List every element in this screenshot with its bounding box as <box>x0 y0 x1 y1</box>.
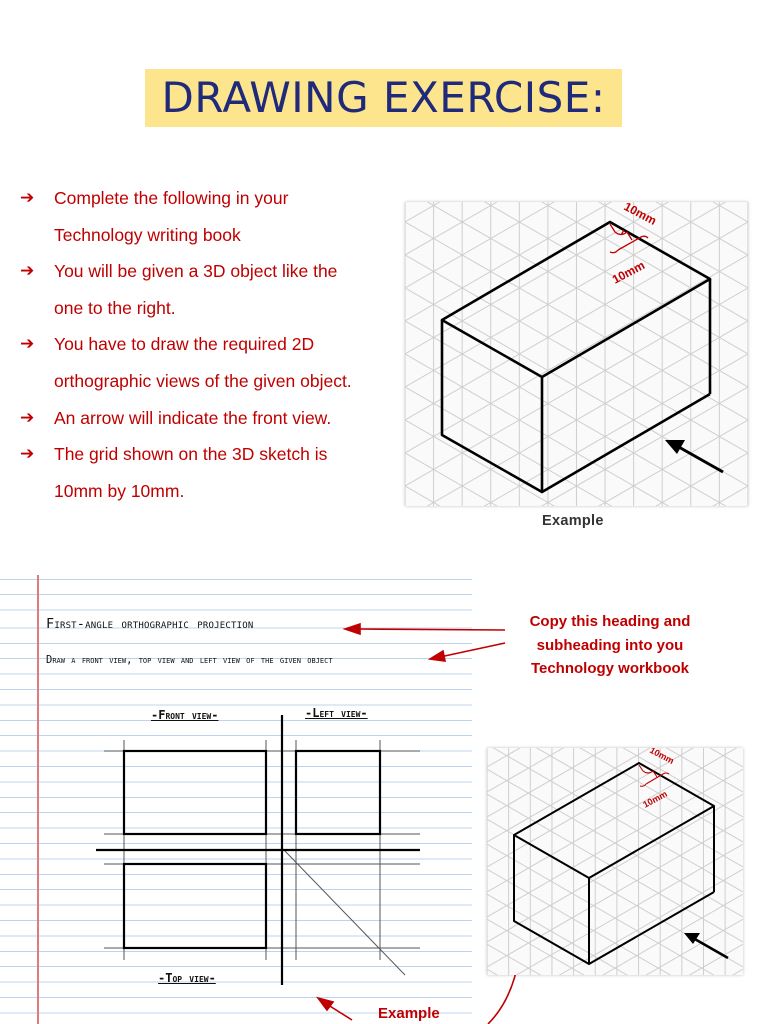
front-view-label: -Front view- <box>151 708 219 722</box>
iso-grid <box>487 748 743 975</box>
front-view-rect <box>124 751 266 834</box>
construction-lines <box>104 740 420 975</box>
page-title: DRAWING EXERCISE: <box>161 73 606 122</box>
instruction-line: An arrow will indicate the front view. <box>54 407 332 428</box>
right-arrow-icon: ➔ <box>20 261 35 282</box>
instruction-line: The grid shown on the 3D sketch is <box>54 444 328 465</box>
copy-instruction-note: Copy this heading and subheading into you Technology workbook <box>529 613 691 677</box>
right-arrow-icon: ➔ <box>20 188 35 208</box>
front-view-arrow-icon <box>684 933 728 958</box>
instruction-line: 10mm by 10mm. <box>54 480 185 501</box>
isometric-sketch-2 <box>487 748 743 975</box>
dimension-label: 10mm <box>641 788 669 810</box>
isometric-drawing-2 <box>487 748 743 975</box>
top-view-rect <box>124 864 266 948</box>
top-view-label: -Top view- <box>158 971 216 985</box>
right-arrow-icon: ➔ <box>20 334 35 355</box>
instruction-line: orthographic views of the given object. <box>54 370 352 391</box>
left-view-rect <box>296 751 380 834</box>
projection-axes <box>96 715 420 985</box>
right-arrow-icon: ➔ <box>20 444 35 465</box>
notebook-heading: First-angle orthographic projection <box>46 616 254 632</box>
dimension-label: 10mm <box>648 748 676 766</box>
dimension-label: 10mm <box>621 202 659 228</box>
example-label: Example <box>378 1005 440 1022</box>
right-arrow-icon: ➔ <box>20 407 35 428</box>
instruction-line: Technology writing book <box>54 224 241 245</box>
notebook-subheading: Draw a front view, top view and left view of the given object <box>46 654 333 666</box>
instruction-line: one to the right. <box>54 297 176 318</box>
example-caption: Example <box>542 513 604 529</box>
dimension-label: 10mm <box>609 258 648 287</box>
instruction-line: You have to draw the required 2D <box>54 334 315 355</box>
instruction-line: You will be given a 3D object like the <box>54 261 338 282</box>
left-view-label: -Left view- <box>305 706 368 720</box>
instruction-line: Complete the following in your <box>54 188 289 208</box>
dimension-brackets <box>639 765 669 786</box>
